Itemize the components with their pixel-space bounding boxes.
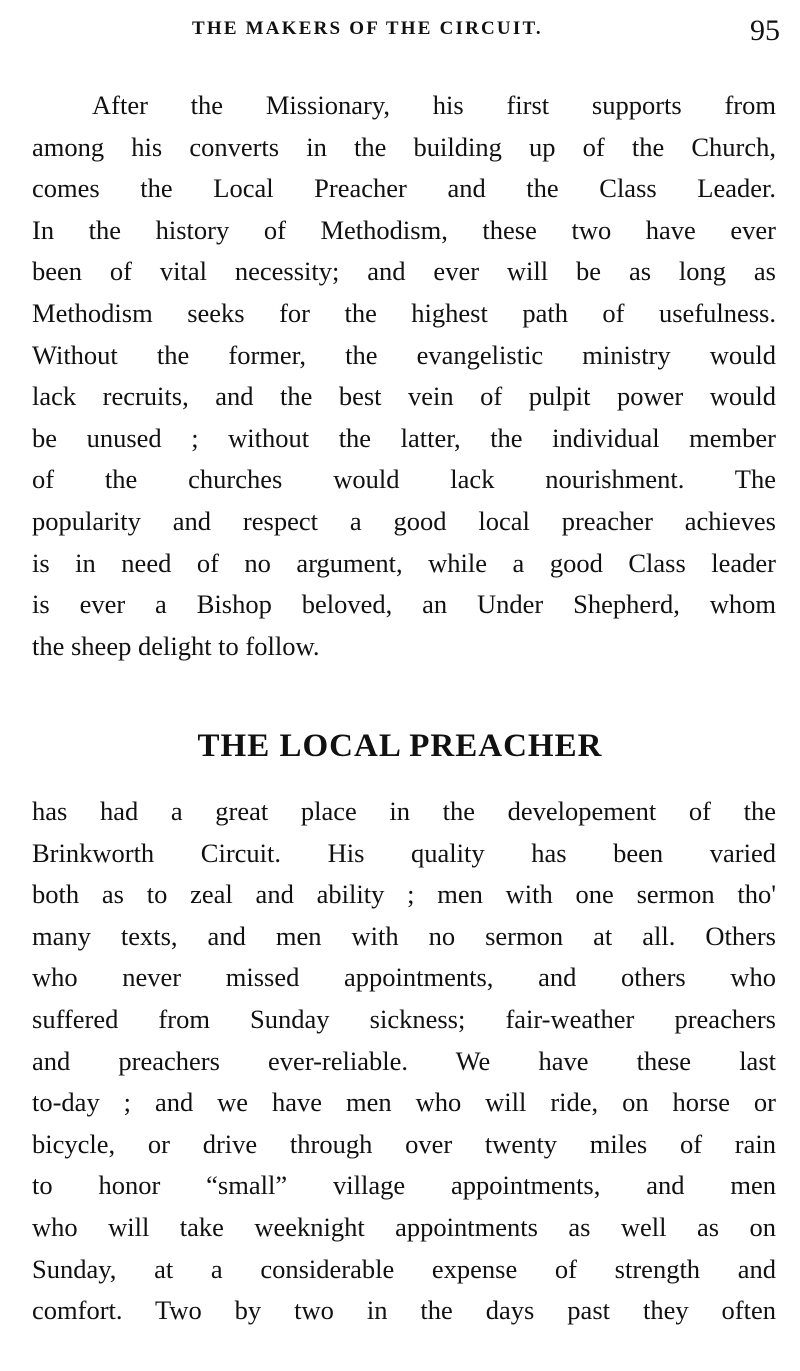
text-line: In the history of Methodism, these two have ever (32, 214, 776, 245)
text-line: to honor “small” village appointments, and men (32, 1170, 776, 1201)
text-line: both as to zeal and ability ; men with one sermon tho' (32, 879, 776, 910)
text-line: Methodism seeks for the highest path of usefulness. (32, 297, 776, 328)
running-title: THE MAKERS OF THE CIRCUIT. (192, 18, 543, 39)
text-line: popularity and respect a good local preacher achieves (32, 505, 776, 536)
text-line: among his converts in the building up of the Church, (32, 131, 776, 162)
text-line: been of vital necessity; and ever will be as long as (32, 256, 776, 287)
text-line: many texts, and men with no sermon at all. Others (32, 920, 776, 951)
text-line: of the churches would lack nourishment. The (32, 464, 776, 495)
text-line: to-day ; and we have men who will ride, on horse or (32, 1087, 776, 1118)
running-header (0, 14, 800, 54)
text-line: comfort. Two by two in the days past they often (32, 1295, 776, 1326)
text-line: who will take weeknight appointments as well as on (32, 1211, 776, 1242)
text-line: is ever a Bishop beloved, an Under Shepherd, whom (32, 589, 776, 620)
paragraph-intro (32, 85, 776, 667)
text-line: is in need of no argument, while a good Class leader (32, 547, 776, 578)
text-line: the sheep delight to follow. (32, 630, 320, 661)
text-line: has had a great place in the developement of the (32, 796, 776, 826)
text-line: lack recruits, and the best vein of pulpit power would (32, 381, 776, 412)
text-line: and preachers ever-reliable. We have these last (32, 1045, 776, 1076)
text-line: After the Missionary, his first supports from (92, 90, 776, 120)
text-line: bicycle, or drive through over twenty miles of rain (32, 1128, 776, 1159)
text-line: Brinkworth Circuit. His quality has been varied (32, 837, 776, 868)
text-line: be unused ; without the latter, the individual member (32, 422, 776, 453)
text-line: suffered from Sunday sickness; fair-weather preachers (32, 1003, 776, 1034)
section-heading: THE LOCAL PREACHER (197, 728, 603, 764)
text-line: comes the Local Preacher and the Class Leader. (32, 173, 776, 204)
paragraph-local-preacher (32, 791, 776, 1332)
text-line: Without the former, the evangelistic ministry would (32, 339, 776, 370)
text-line: Sunday, at a considerable expense of strength and (32, 1253, 776, 1284)
text-line: who never missed appointments, and others who (32, 962, 776, 993)
page-number: 95 (750, 14, 780, 47)
